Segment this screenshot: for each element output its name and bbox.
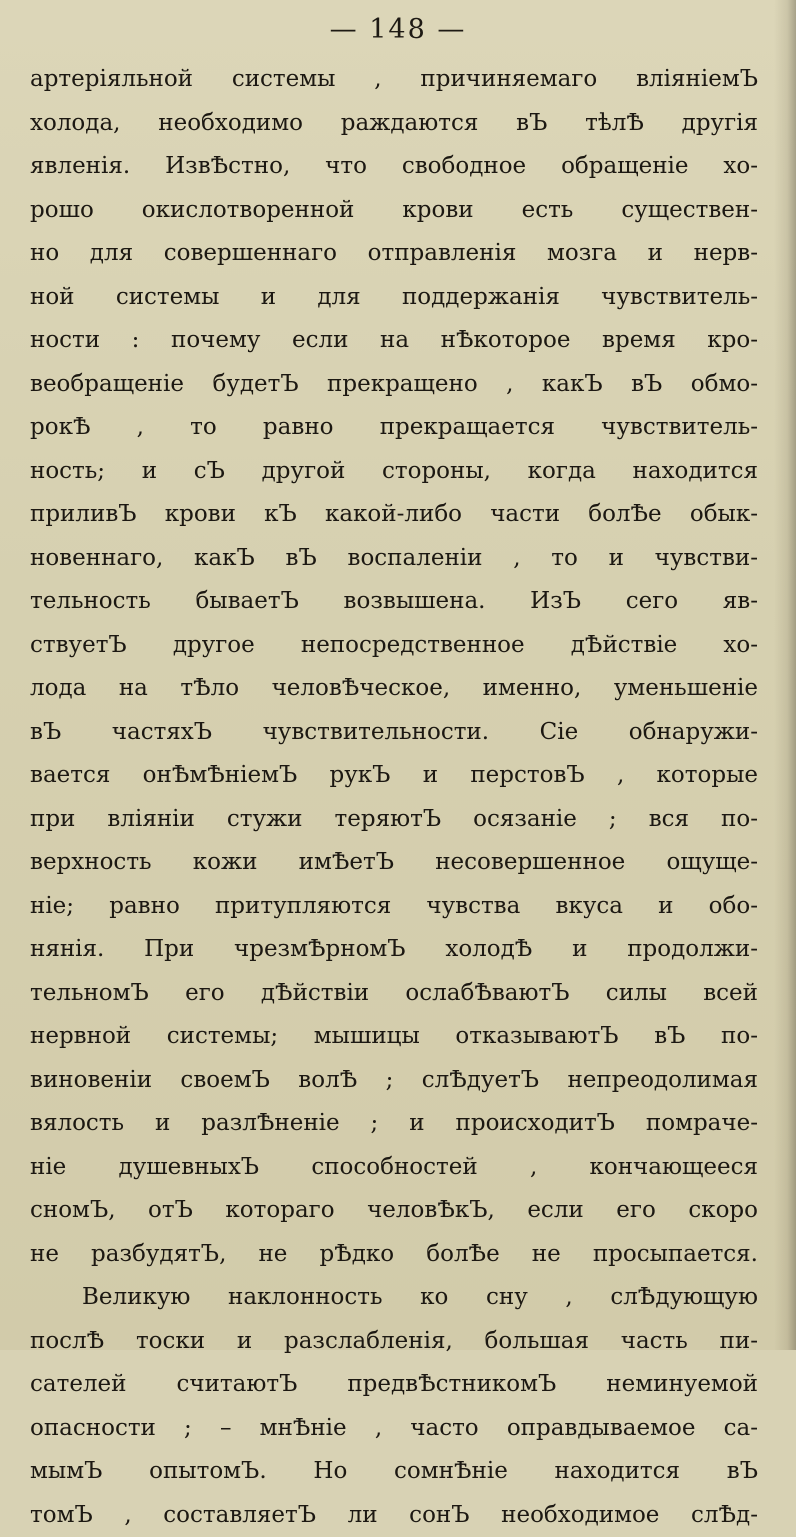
text-line: не разбудятЪ, не рѢдко болѢе не просыпается. bbox=[30, 1233, 758, 1277]
text-line: томЪ , составляетЪ ли сонЪ необходимое слѢд- bbox=[30, 1494, 758, 1537]
text-line: тельность бываетЪ возвышена. ИзЪ сего яв- bbox=[30, 580, 758, 624]
text-line: лода на тѢло человѢческое, именно, уменьшеніе bbox=[30, 667, 758, 711]
text-line: приливЪ крови кЪ какой-либо части болѢе обык- bbox=[30, 493, 758, 537]
text-line: ствуетЪ другое непосредственное дѢйствіе хо- bbox=[30, 624, 758, 668]
text-line: послѢ тоски и разслабленія, большая часть пи- bbox=[30, 1320, 758, 1364]
text-line: артеріяльной системы , причиняемаго вліяніемЪ bbox=[30, 58, 758, 102]
text-line: холода, необходимо раждаются вЪ тѣлѢ другія bbox=[30, 102, 758, 146]
text-line: сномЪ, отЪ котораго человѢкЪ, если его скоро bbox=[30, 1189, 758, 1233]
text-line: виновеніи своемЪ волѢ ; слѢдуетЪ непреодолимая bbox=[30, 1059, 758, 1103]
text-line: опасности ; – мнѢніе , часто оправдываемое са- bbox=[30, 1407, 758, 1451]
text-line: нервной системы; мышицы отказываютЪ вЪ по- bbox=[30, 1015, 758, 1059]
text-line: мымЪ опытомЪ. Но сомнѢніе находится вЪ bbox=[30, 1450, 758, 1494]
text-line: ной системы и для поддержанія чувствитель- bbox=[30, 276, 758, 320]
text-line: сателей считаютЪ предвѢстникомЪ неминуемой bbox=[30, 1363, 758, 1407]
text-line: ности : почему если на нѢкоторое время кро- bbox=[30, 319, 758, 363]
text-line: явленія. ИзвѢстно, что свободное обращеніе хо- bbox=[30, 145, 758, 189]
text-line: но для совершеннаго отправленія мозга и нерв- bbox=[30, 232, 758, 276]
text-line: ность; и сЪ другой стороны, когда находится bbox=[30, 450, 758, 494]
paragraph-first-line: Великую наклонность ко сну , слѢдующую bbox=[30, 1276, 758, 1320]
page-number: — 148 — bbox=[0, 14, 796, 45]
text-line: ніе; равно притупляются чувства вкуса и обо- bbox=[30, 885, 758, 929]
text-line: ніе душевныхЪ способностей , кончающееся bbox=[30, 1146, 758, 1190]
text-line: верхность кожи имѢетЪ несовершенное ощуще- bbox=[30, 841, 758, 885]
text-line: веобращеніе будетЪ прекращено , какЪ вЪ обмо- bbox=[30, 363, 758, 407]
text-line: вается онѢмѢніемЪ рукЪ и перстовЪ , которые bbox=[30, 754, 758, 798]
text-line: вялость и разлѢненіе ; и происходитЪ помраче- bbox=[30, 1102, 758, 1146]
page-body-text bbox=[30, 58, 758, 1537]
text-line: при вліяніи стужи теряютЪ осязаніе ; вся по- bbox=[30, 798, 758, 842]
text-line: тельномЪ его дѢйствіи ослабѢваютЪ силы всей bbox=[30, 972, 758, 1016]
text-line: нянія. При чрезмѢрномЪ холодѢ и продолжи- bbox=[30, 928, 758, 972]
text-line: вЪ частяхЪ чувствительности. Сіе обнаружи- bbox=[30, 711, 758, 755]
text-line: рошо окислотворенной крови есть существен- bbox=[30, 189, 758, 233]
text-line: новеннаго, какЪ вЪ воспаленіи , то и чувстви- bbox=[30, 537, 758, 581]
text-line: рокѢ , то равно прекращается чувствитель- bbox=[30, 406, 758, 450]
page-edge-shadow bbox=[774, 0, 796, 1350]
